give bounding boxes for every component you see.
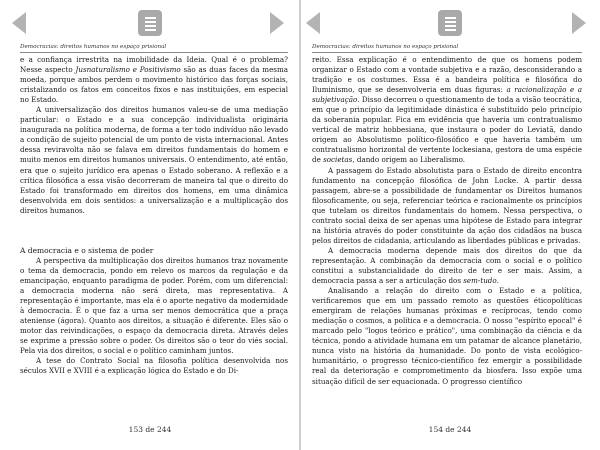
paragraph: Analisando a relação do direito com o Estado e a política, verificaremos que em um passado remoto as questões éticopolíticas emergiram de relações humanas próximas e recíprocas, tendo como mediação o cosmos, a política e a democracia. O nosso "espírito epocal" é marcado pelo "logos teórico e prático", uma combinação da ciência e da técnica, pondo a atividade humana em um patamar de alcance planetário, nunca visto na história da humanidade. Do ponto de vista ecológico-humanitário, o progresso técnico-científico fez emergir a possibilidade real da deterioração e comprometimento da biosfera. Isso expõe uma situação difícil de ser equacionada. O progresso científico xyxy=(312,286,582,386)
running-header: Democracias: direitos humanos no espaço prisional xyxy=(312,44,459,50)
table-of-contents-icon[interactable] xyxy=(438,10,462,36)
chevron-right-icon[interactable] xyxy=(270,12,284,34)
chevron-left-icon[interactable] xyxy=(12,12,26,34)
header-rule xyxy=(20,52,288,53)
paragraph: reito. Essa explicação é o entendimento de que os homens podem organizar o Estado com a vontade subjetiva e a razão, desconsiderando a tradição e os costumes. Essa é a bandeira política e filosófica do Iluminismo, que se desenvolveria em duas figuras: a racionalização e a subjetivação. Disso decorreu o questionamento de toda a visão teocrática, em que o princípio da legitimidade dinástica é substituído pelo princípio da soberania popular. Fica em evidência que haveria um contratualismo vertical de matriz hobbesiana, que instaura o poder do Leviatã, dando origem ao Absolutismo político-filosófico e que haveria também um contratualismo horizontal de vertente lockesiana, gestora de uma espécie de societas, dando origem ao Liberalismo. xyxy=(312,55,582,165)
paragraph: A perspectiva da multiplicação dos direitos humanos traz novamente o tema da democracia, pondo em relevo os marcos da regulação e da emancipação, enquanto paradigma de poder. Porém, com um diferencial: a democracia moderna não será direta, mas representativa. A representação é importante, mas ela é o aporte negativo da modernidade à democracia. É o que faz a urna ser menos democrática que a praça ateniense (ágora). Quanto aos direitos, a situação é diferente. Eles são o motor das reivindicações, o espaço da democracia direta. Através deles se exprime a pressão sobre o poder. Os direitos são o teor do viés social. Pela via dos direitos, o social e o político caminham juntos. xyxy=(20,255,288,356)
header-rule xyxy=(312,52,582,53)
section-heading: A democracia e o sistema de poder xyxy=(20,245,154,255)
right-page-toolbar xyxy=(300,6,600,42)
paragraph: A democracia moderna depende mais dos direitos do que da representação. A combinação da democracia com o social e o político constitui a substancialidade do direito de ter e ser mais. Assim, a democracia passa a ser a articulação dos sem-tudo. xyxy=(312,245,582,286)
chevron-right-icon[interactable] xyxy=(572,12,586,34)
table-of-contents-icon[interactable] xyxy=(138,10,162,36)
right-page xyxy=(300,0,600,450)
paragraph: e a confiança irrestrita na imobilidade da Ideia. Qual é o problema? Nesse aspecto Jusnaturalismo e Positivismo são as duas faces da mesma moeda, porque ambos perdem o movimento histórico das forças sociais, cristalizando os fatos em conceitos fixos e nas instituições, em especial no Estado. xyxy=(20,55,288,105)
paragraph: A universalização dos direitos humanos valeu-se de uma mediação particular: o Estado e a sua concepção individualista originária inaugurada na política moderna, de forma a ter todo indivíduo não levado a condição de sujeito potencial de um ponto de vista internacional. Antes dessa reviravolta não se falava em direitos fundamentais do homem e muito menos em direitos humanos universais. O entendimento, até então, era que o sujeito jurídico era apenas o Estado soberano. A reflexão e a crítica filosófica a essa visão decorreram de maneira tal que o direito do Estado foi transformado em direitos dos homens, em uma dinâmica desenvolvida em dois sentidos: a universalização e a multiplicação dos direitos humanos. xyxy=(20,105,288,215)
running-header: Democracias: direitos humanos no espaço prisional xyxy=(20,44,167,50)
chevron-left-icon[interactable] xyxy=(306,12,320,34)
left-page-toolbar xyxy=(0,6,300,42)
page-number: 153 de 244 xyxy=(128,425,172,434)
paragraph: A tese do Contrato Social na filosofia política desenvolvida nos séculos XVII e XVIII é a explicação lógica do Estado e do Di- xyxy=(20,356,288,376)
paragraph: A passagem do Estado absolutista para o Estado de direito encontra fundamento na concepção filosófica de John Locke. A partir dessa passagem, abre-se a possibilidade de fundamentar os Direitos humanos filosoficamente, ou seja, referenciar teórica e racionalmente os princípios que tutelam os direitos fundamentais do homem. Nessa perspectiva, o contrato social deixa de ser apenas uma hipótese de Estado para integrar na história através do poder constituinte da ação dos cidadãos na busca pelos direitos de cidadania, articulando as liberdades públicas e privadas. xyxy=(312,165,582,245)
left-page-body xyxy=(20,55,288,376)
page-number: 154 de 244 xyxy=(428,425,472,434)
right-page-body xyxy=(312,55,582,387)
